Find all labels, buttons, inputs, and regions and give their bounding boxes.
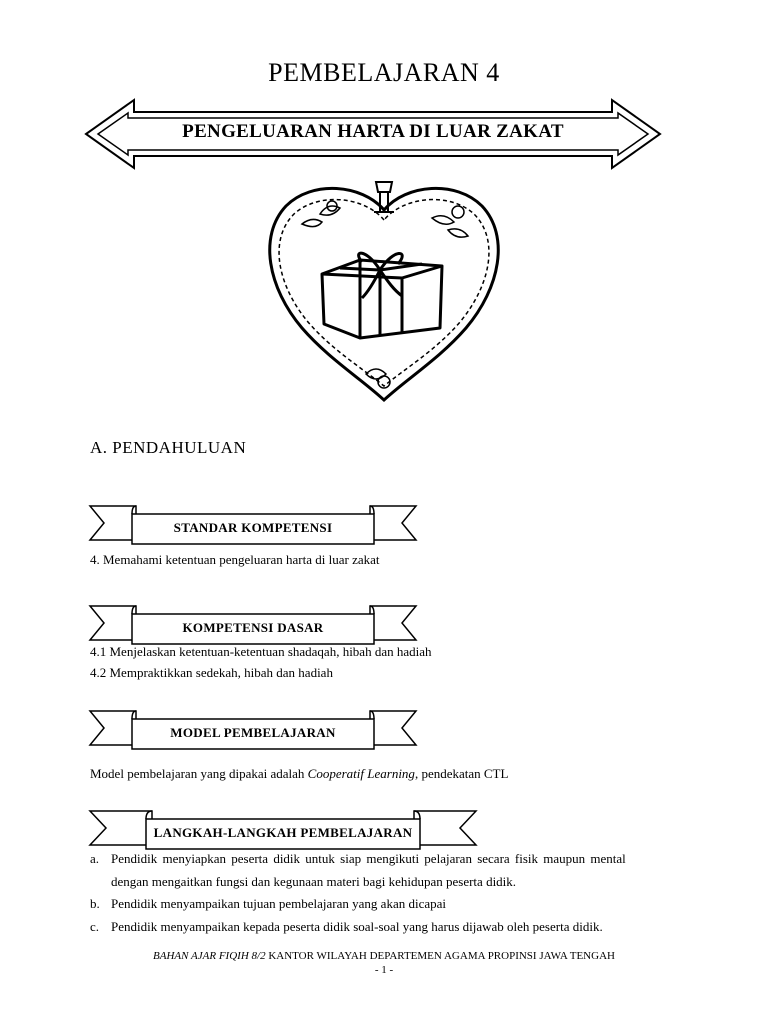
page-title: PEMBELAJARAN 4	[268, 58, 500, 87]
step-label: c.	[90, 919, 100, 934]
subtitle-text: PENGELUARAN HARTA DI LUAR ZAKAT	[182, 121, 564, 142]
footer-line	[0, 949, 768, 963]
step-continuation: dengan mengaitkan fungsi dan kegunaan materi bagi kehidupan peserta didik.	[111, 874, 517, 889]
standar-kompetensi-heading: STANDAR KOMPETENSI	[173, 520, 333, 535]
langkah-heading: LANGKAH-LANGKAH PEMBELAJARAN	[153, 825, 413, 840]
step-text: Pendidik menyiapkan peserta didik untuk siap mengikuti pelajaran secara fisik maupun mental	[111, 851, 626, 866]
model-text-before: Model pembelajaran yang dipakai adalah	[90, 766, 308, 781]
step-item	[90, 919, 700, 935]
step-label: a.	[90, 851, 100, 866]
model-text-italic: Cooperatif Learning	[307, 766, 415, 781]
step-label: b.	[90, 896, 100, 911]
kompetensi-dasar-heading: KOMPETENSI DASAR	[182, 620, 324, 635]
model-pembelajaran-text	[90, 766, 508, 782]
footer	[0, 949, 768, 977]
step-text: Pendidik menyampaikan tujuan pembelajaran yang akan dicapai	[111, 896, 446, 911]
footer-office: KANTOR WILAYAH DEPARTEMEN AGAMA PROPINSI JAWA TENGAH	[265, 950, 615, 962]
page-number: - 1 -	[374, 964, 394, 976]
kompetensi-item: 4.1 Menjelaskan ketentuan-ketentuan shadaqah, hibah dan hadiah	[90, 644, 432, 659]
section-heading: A. PENDAHULUAN	[90, 438, 247, 457]
footer-book-title: BAHAN AJAR FIQIH 8/2	[153, 950, 266, 962]
standar-kompetensi-text: 4. Memahami ketentuan pengeluaran harta di luar zakat	[90, 552, 380, 567]
step-item	[90, 851, 700, 867]
step-text: Pendidik menyampaikan kepada peserta didik soal-soal yang harus dijawab oleh peserta didik.	[111, 919, 603, 934]
model-pembelajaran-heading: MODEL PEMBELAJARAN	[170, 725, 336, 740]
model-text-after: , pendekatan CTL	[414, 766, 509, 781]
kompetensi-item: 4.2 Mempraktikkan sedekah, hibah dan hadiah	[90, 665, 333, 680]
step-item	[90, 896, 700, 912]
heart-gift-illustration	[262, 178, 506, 404]
